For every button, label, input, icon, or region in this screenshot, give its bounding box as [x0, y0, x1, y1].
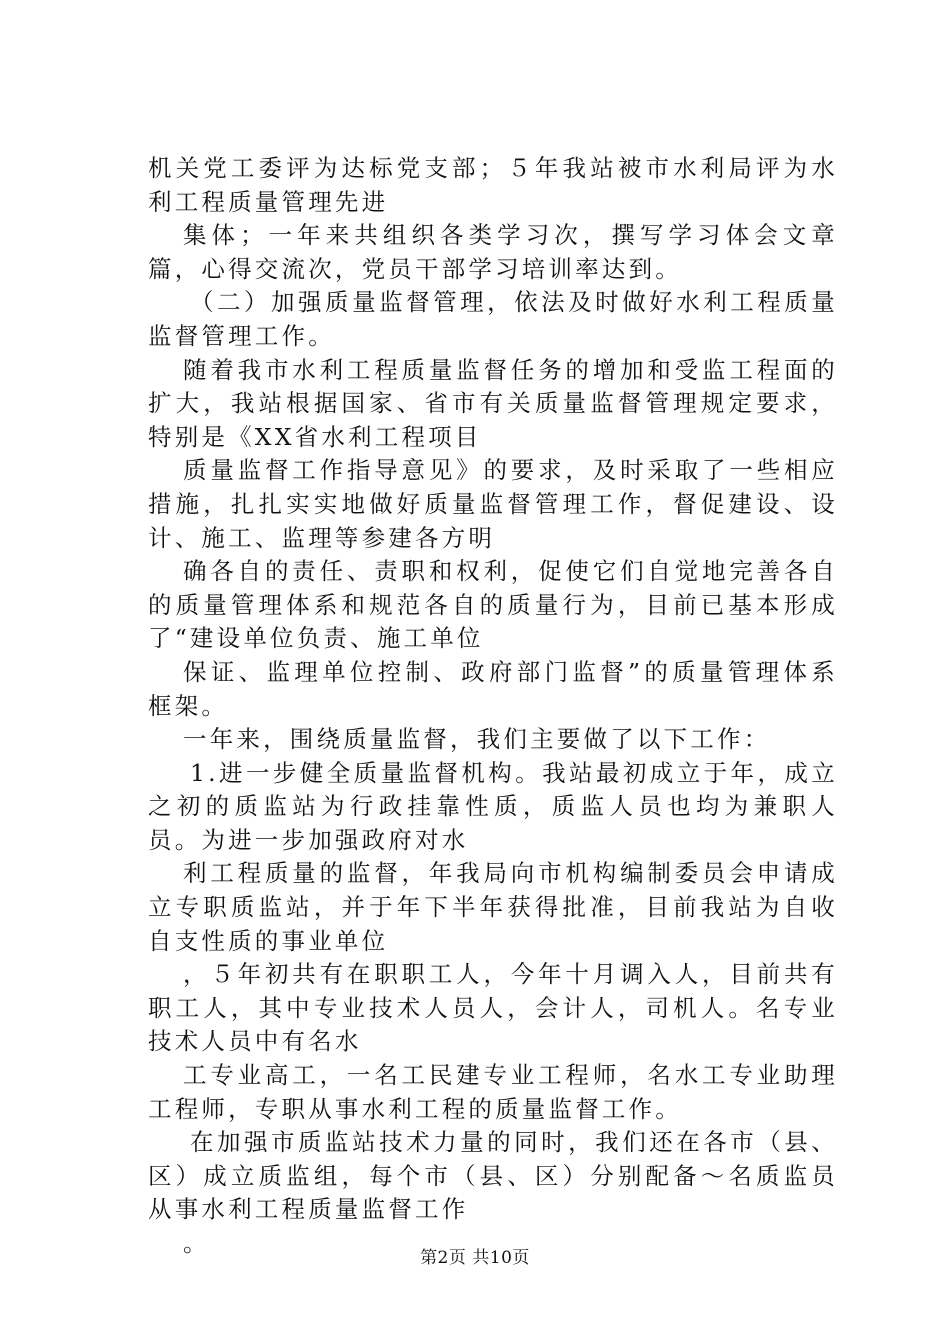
paragraph-4: 质量监督工作指导意见》的要求，及时采取了一些相应措施，扎扎实实地做好质量监督管理工作，督促建设、设计、施工、监理等参建各方明	[148, 456, 838, 552]
paragraph-7: 一年来，围绕质量监督，我们主要做了以下工作：	[183, 725, 771, 754]
paragraph-13: 。	[183, 1229, 210, 1257]
paragraph-5: 确各自的责任、责职和权利，促使它们自觉地完善各自的质量管理体系和规范各自的质量行为，目前已基本形成了“建设单位负责、施工单位	[148, 557, 838, 653]
paragraph-3: 随着我市水利工程质量监督任务的增加和受监工程面的扩大，我站根据国家、省市有关质量监督管理规定要求，特别是《XX省水利工程项目	[148, 355, 838, 451]
document-body	[148, 152, 838, 1261]
paragraph-11: 工专业高工，一名工民建专业工程师，名水工专业助理工程师，专职从事水利工程的质量监督工作。	[148, 1061, 838, 1123]
paragraph-8: 1.进一步健全质量监督机构。我站最初成立于年，成立之初的质监站为行政挂靠性质，质监人员也均为兼职人员。为进一步加强政府对水	[148, 758, 838, 854]
paragraph-2: 集体；一年来共组织各类学习次，撰写学习体会文章篇，心得交流次，党员干部学习培训率达到。	[148, 221, 838, 283]
paragraph-10: ，５年初共有在职职工人，今年十月调入人，目前共有职工人，其中专业技术人员人，会计人，司机人。名专业技术人员中有名水	[148, 960, 838, 1056]
section-heading: （二）加强质量监督管理，依法及时做好水利工程质量监督管理工作。	[148, 288, 838, 350]
paragraph-6: 保证、监理单位控制、政府部门监督”的质量管理体系框架。	[148, 657, 838, 720]
paragraph-1: 机关党工委评为达标党支部；５年我站被市水利局评为水利工程质量管理先进	[148, 154, 838, 216]
page-number-footer: 第2页 共10页	[420, 1248, 530, 1268]
paragraph-9: 利工程质量的监督，年我局向市机构编制委员会申请成立专职质监站，并于年下半年获得批准，目前我站为自收自支性质的事业单位	[148, 859, 838, 955]
paragraph-12: 在加强市质监站技术力量的同时，我们还在各市（县、区）成立质监组，每个市（县、区）分别配备～名质监员从事水利工程质量监督工作	[148, 1128, 838, 1224]
